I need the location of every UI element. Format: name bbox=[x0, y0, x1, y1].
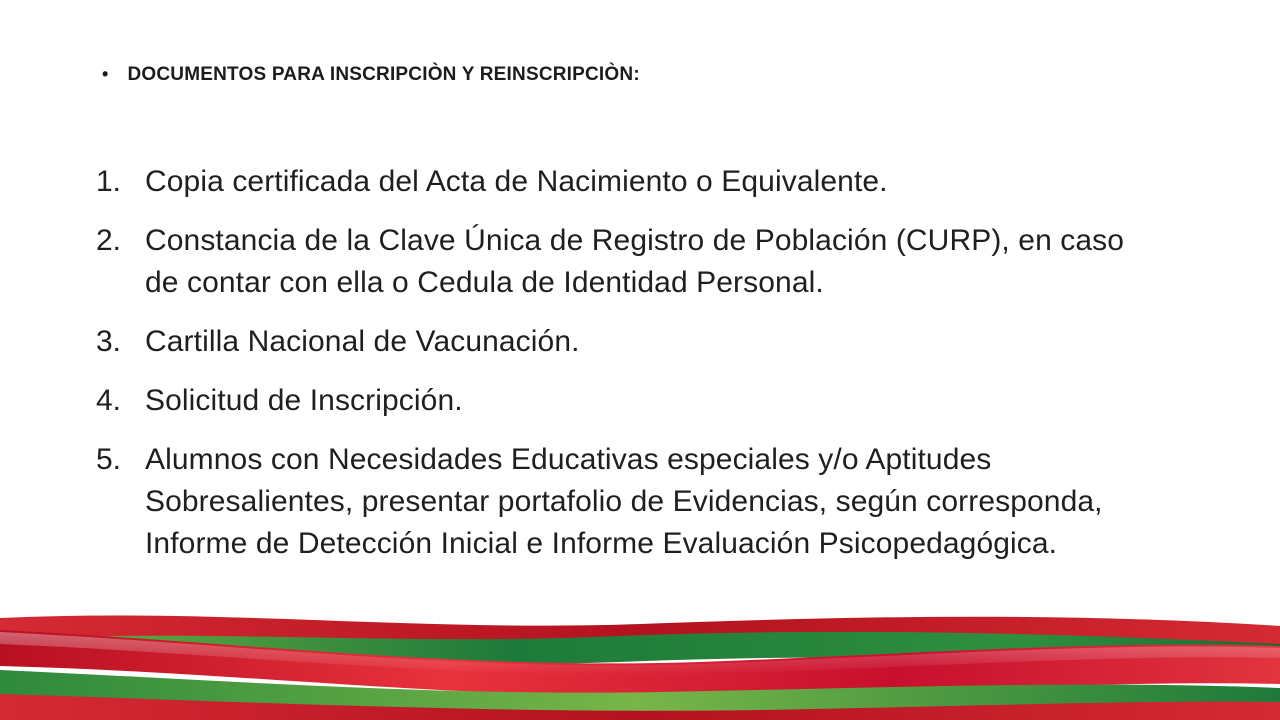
documents-list bbox=[96, 161, 1156, 582]
list-item bbox=[96, 380, 1156, 422]
list-item-number: 1. bbox=[96, 165, 122, 198]
list-item-number: 4. bbox=[96, 384, 122, 417]
list-item-number: 5. bbox=[96, 443, 122, 476]
heading-bullet: • bbox=[102, 64, 109, 84]
list-item bbox=[96, 220, 1156, 304]
heading-text: DOCUMENTOS PARA INSCRIPCIÒN Y REINSCRIPCIÒN: bbox=[127, 64, 640, 85]
list-item bbox=[96, 439, 1156, 565]
decorative-ribbons bbox=[0, 610, 1280, 720]
list-item-text: Solicitud de Inscripción. bbox=[145, 384, 463, 417]
list-item-text: Constancia de la Clave Única de Registro de Población (CURP), en caso de contar con ella o Cedula de Identidad Personal. bbox=[145, 224, 1125, 299]
section-heading bbox=[102, 64, 640, 86]
list-item-number: 2. bbox=[96, 224, 122, 257]
list-item-text: Alumnos con Necesidades Educativas especiales y/o Aptitudes Sobresalientes, presentar portafolio de Evidencias, según corresponda, Informe de Detección Inicial e Informe Evaluación Psicopedagógica. bbox=[145, 443, 1103, 560]
list-item-text: Copia certificada del Acta de Nacimiento o Equivalente. bbox=[145, 165, 888, 198]
list-item-number: 3. bbox=[96, 325, 122, 358]
list-item-text: Cartilla Nacional de Vacunación. bbox=[145, 325, 580, 358]
list-item bbox=[96, 321, 1156, 363]
list-item bbox=[96, 161, 1156, 203]
